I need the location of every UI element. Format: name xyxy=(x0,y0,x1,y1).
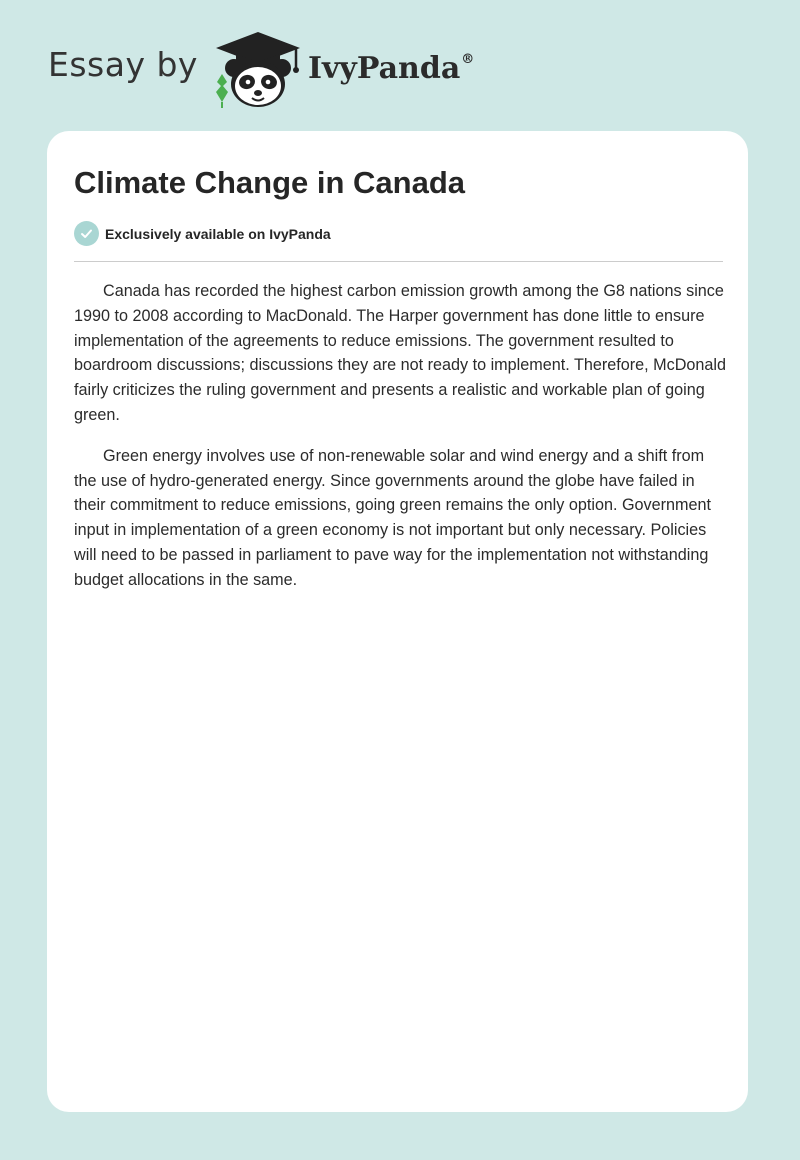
essay-body xyxy=(74,279,726,609)
paragraph: Green energy involves use of non-renewable solar and wind energy and a shift from the use of hydro-generated energy. Since governments around the globe have failed in their commitment to reduce emissions, going green remains the only option. Government input in implementation of a green economy is not important but only necessary. Policies will need to be passed in parliament to pave way for the implementation not withstanding budget allocations in the same. xyxy=(74,446,712,589)
site-header xyxy=(48,30,474,110)
divider xyxy=(74,261,723,262)
panda-graduate-icon xyxy=(212,30,304,110)
exclusive-label: Exclusively available on IvyPanda xyxy=(105,225,331,242)
page-title: Climate Change in Canada xyxy=(74,165,466,200)
paragraph: Canada has recorded the highest carbon emission growth among the G8 nations since 1990 to 2008 according to MacDonald. The Harper government has done little to ensure implementation of the agreements to reduce emissions. The government resulted to boardroom discussions; discussions they are not ready to implement. Therefore, McDonald fairly criticizes the ruling government and presents a realistic and workable plan of going green. xyxy=(74,282,727,424)
brand-text: IvyPanda xyxy=(307,50,461,86)
exclusive-badge xyxy=(74,221,331,246)
registered-mark: ® xyxy=(461,51,475,67)
essay-card xyxy=(47,131,748,1112)
essay-by-label: Essay by xyxy=(48,44,198,84)
brand-name xyxy=(308,51,474,86)
check-icon xyxy=(74,221,99,246)
